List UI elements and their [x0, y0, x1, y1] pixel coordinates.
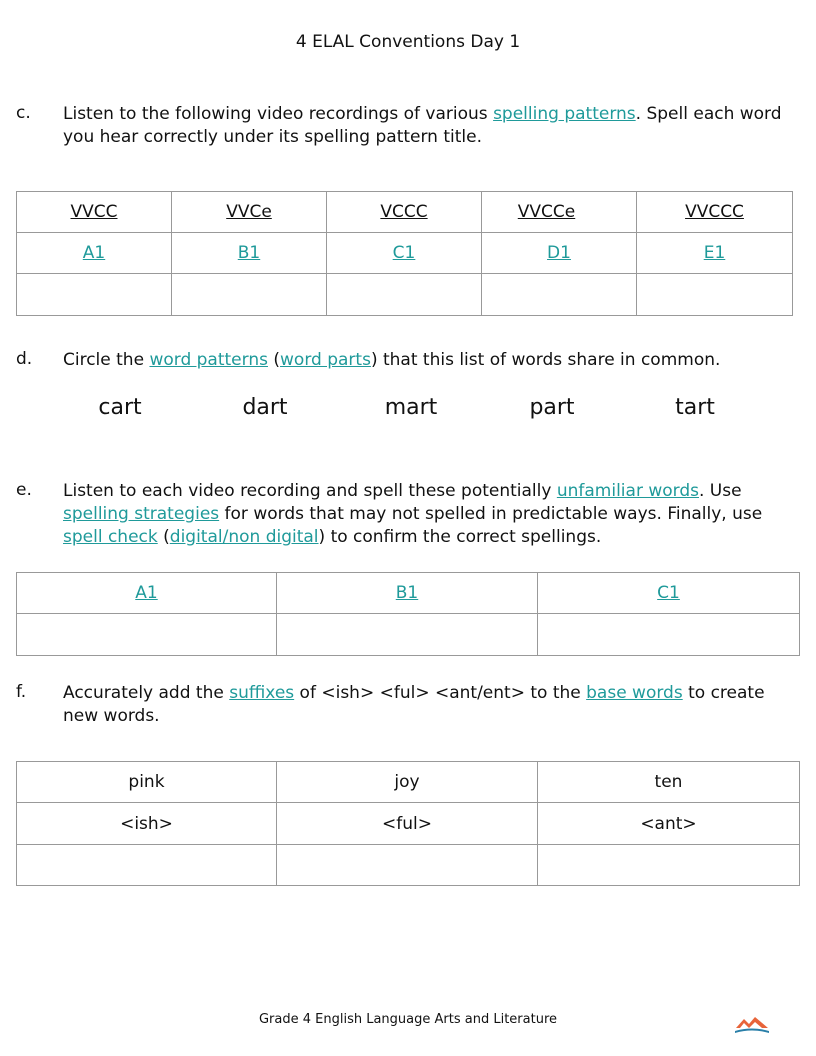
link-base-words[interactable]: base words [586, 683, 683, 703]
word-dart[interactable]: dart [242, 395, 288, 420]
pattern-header-vvce: VVCe [226, 202, 272, 222]
suffix-table [16, 761, 800, 886]
unfamiliar-words-table [16, 572, 800, 656]
answer-cell[interactable] [327, 274, 482, 316]
instruction-text: ) to confirm the correct spellings. [318, 527, 602, 547]
base-word-cell: ten [538, 762, 800, 803]
suffix-cell: <ful> [277, 803, 538, 845]
link-word-parts[interactable]: word parts [280, 350, 371, 370]
item-letter-e: e. [16, 480, 32, 500]
answer-cell[interactable] [17, 845, 277, 886]
instruction-text: . Spell each word you hear correctly under its spelling pattern title. [63, 104, 782, 147]
instruction-text: of <ish> <ful> <ant/ent> to the [294, 683, 587, 703]
instruction-text: ) that this list of words share in common. [370, 350, 721, 370]
link-e1[interactable]: E1 [703, 243, 726, 263]
table-cell [17, 233, 172, 274]
link-b1[interactable]: B1 [237, 243, 261, 263]
section-c-instructions [63, 103, 791, 149]
table-cell [538, 573, 800, 614]
link-d1[interactable]: D1 [547, 243, 571, 263]
link-c1[interactable]: C1 [392, 243, 416, 263]
link-spelling-strategies[interactable]: spelling strategies [63, 504, 220, 524]
page-title: 4 ELAL Conventions Day 1 [295, 32, 521, 52]
table-header-cell [327, 192, 482, 233]
answer-cell[interactable] [17, 614, 277, 656]
instruction-text: to create new words. [63, 683, 765, 726]
answer-cell[interactable] [538, 614, 800, 656]
section-e-instructions [63, 480, 791, 549]
link-b1[interactable]: B1 [395, 583, 419, 603]
link-unfamiliar-words[interactable]: unfamiliar words [556, 481, 699, 501]
section-e [16, 480, 791, 549]
pattern-header-vvcce: VVCCe [517, 202, 576, 222]
table-header-cell [17, 192, 172, 233]
link-a1[interactable]: A1 [135, 583, 158, 603]
link-a1[interactable]: A1 [82, 243, 106, 263]
word-tart[interactable]: tart [675, 395, 715, 420]
spelling-pattern-table [16, 191, 793, 316]
table-cell [482, 233, 637, 274]
item-letter-f: f. [16, 682, 27, 702]
instruction-text: for words that may not spelled in predictable ways. Finally, use [219, 504, 763, 524]
section-d-instructions [63, 349, 791, 372]
answer-cell[interactable] [538, 845, 800, 886]
instruction-text: Listen to each video recording and spell these potentially [63, 481, 557, 501]
section-f [16, 682, 791, 728]
answer-cell[interactable] [172, 274, 327, 316]
mountain-logo-icon [734, 1014, 770, 1036]
base-word-cell: joy [277, 762, 538, 803]
answer-cell[interactable] [17, 274, 172, 316]
word-part[interactable]: part [529, 395, 575, 420]
link-word-patterns[interactable]: word patterns [149, 350, 268, 370]
suffix-cell: <ant> [538, 803, 800, 845]
instruction-text: . Use [698, 481, 742, 501]
item-letter-d: d. [16, 349, 33, 369]
link-suffixes[interactable]: suffixes [229, 683, 295, 703]
link-spell-check[interactable]: spell check [63, 527, 158, 547]
instruction-text: ( [267, 350, 281, 370]
table-cell [637, 233, 793, 274]
table-header-cell [482, 192, 637, 233]
base-word-cell: pink [17, 762, 277, 803]
link-digital-non-digital[interactable]: digital/non digital [169, 527, 319, 547]
instruction-text: ( [157, 527, 170, 547]
link-c1[interactable]: C1 [657, 583, 680, 603]
table-cell [172, 233, 327, 274]
table-header-cell [637, 192, 793, 233]
pattern-header-vvcc: VVCC [70, 202, 118, 222]
pattern-header-vccc: VCCC [380, 202, 428, 222]
page-footer: Grade 4 English Language Arts and Literature [258, 1012, 558, 1027]
answer-cell[interactable] [482, 274, 637, 316]
instruction-text: Listen to the following video recordings of various [63, 104, 494, 124]
answer-cell[interactable] [637, 274, 793, 316]
answer-cell[interactable] [277, 845, 538, 886]
suffix-cell: <ish> [17, 803, 277, 845]
word-mart[interactable]: mart [384, 395, 438, 420]
item-letter-c: c. [16, 103, 31, 123]
answer-cell[interactable] [277, 614, 538, 656]
section-d [16, 349, 791, 372]
section-f-instructions [63, 682, 791, 728]
link-spelling-patterns[interactable]: spelling patterns [493, 104, 636, 124]
instruction-text: Accurately add the [63, 683, 230, 703]
table-cell [327, 233, 482, 274]
word-cart[interactable]: cart [98, 395, 142, 420]
table-cell [277, 573, 538, 614]
pattern-header-vvccc: VVCCC [685, 202, 744, 222]
instruction-text: Circle the [63, 350, 150, 370]
table-header-cell [172, 192, 327, 233]
section-c [16, 103, 791, 149]
table-cell [17, 573, 277, 614]
